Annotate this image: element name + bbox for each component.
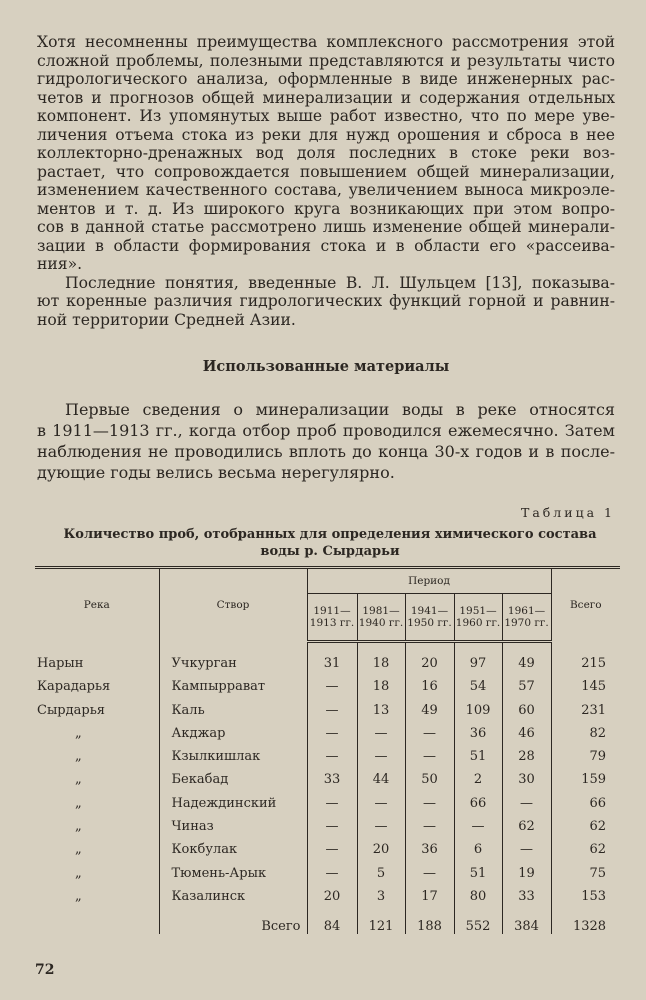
value-cell: 33	[502, 881, 551, 904]
value-cell: —	[405, 811, 454, 834]
value-cell: —	[357, 787, 405, 810]
value-cell: 57	[502, 671, 551, 694]
total-cell: 82	[551, 718, 620, 741]
header-period-4	[502, 594, 551, 642]
period-label-line: 1913 гг.	[309, 616, 355, 629]
value-cell: —	[357, 811, 405, 834]
site-cell: Надеждинский	[159, 787, 307, 810]
period-label-line: 1940 гг.	[358, 616, 404, 629]
site-cell: Каль	[159, 694, 307, 717]
river-cell: „	[75, 819, 82, 835]
value-cell: 60	[502, 694, 551, 717]
value-cell: 50	[405, 764, 454, 787]
value-cell: 33	[307, 764, 357, 787]
table-row	[35, 641, 620, 671]
text-line: зации в области формирования стока и в области его «рассеива-	[37, 236, 615, 255]
value-cell: —	[405, 741, 454, 764]
table-row	[35, 741, 620, 764]
river-cell: „	[75, 842, 82, 858]
total-cell: 62	[551, 811, 620, 834]
value-cell: —	[357, 741, 405, 764]
period-label-line: 1970 гг.	[504, 616, 549, 629]
samples-table	[35, 566, 620, 934]
value-cell: 30	[502, 764, 551, 787]
site-cell: Чиназ	[159, 811, 307, 834]
header-period: Период	[307, 568, 551, 594]
total-cell: 231	[551, 694, 620, 717]
table-row	[35, 787, 620, 810]
table-number: Таблица 1	[520, 505, 615, 520]
section-heading: Использованные материалы	[202, 358, 450, 375]
period-label-line: 1961—	[507, 604, 546, 617]
value-cell: 51	[454, 857, 502, 880]
totals-value: 552	[454, 904, 502, 934]
site-cell: Кампыррават	[159, 671, 307, 694]
site-cell: Бекабад	[159, 764, 307, 787]
value-cell: —	[307, 671, 357, 694]
value-cell: —	[307, 834, 357, 857]
site-cell: Казалинск	[159, 881, 307, 904]
header-period-3	[454, 594, 502, 642]
site-cell: Кокбулак	[159, 834, 307, 857]
table-title-line: воды р. Сырдарьи	[260, 543, 400, 559]
site-cell: Учкурган	[159, 641, 307, 671]
paragraph-3	[37, 399, 615, 483]
header-period-0	[307, 594, 357, 642]
header-period-1	[357, 594, 405, 642]
text-line: Первые сведения о минерализации воды в реке относятся	[65, 400, 615, 419]
value-cell: 31	[307, 641, 357, 671]
text-line: растает, что сопровождается повышением общей минерализации,	[37, 162, 615, 181]
total-cell: 75	[551, 857, 620, 880]
page-number: 72	[35, 962, 55, 978]
river-cell: Карадарья	[37, 679, 111, 695]
value-cell: 18	[357, 671, 405, 694]
text-line: компонент. Из упомянутых выше работ известно, что по мере уве-	[37, 107, 615, 125]
grand-total: 1328	[551, 904, 620, 934]
header-total: Всего	[551, 568, 620, 642]
river-cell: „	[75, 795, 82, 811]
value-cell: 19	[502, 857, 551, 880]
total-cell: 62	[551, 834, 620, 857]
value-cell: 36	[454, 718, 502, 741]
value-cell: 36	[405, 834, 454, 857]
table-row	[35, 671, 620, 694]
value-cell: 54	[454, 671, 502, 694]
value-cell: —	[307, 811, 357, 834]
text-line: сложной проблемы, полезными представляются и результаты чисто	[37, 51, 615, 70]
table-row	[35, 881, 620, 904]
value-cell: —	[405, 718, 454, 741]
value-cell: 6	[454, 834, 502, 857]
totals-value: 84	[307, 904, 357, 934]
text-line: четов и прогнозов общей минерализации и содержания отдельных	[37, 88, 615, 107]
total-cell: 79	[551, 741, 620, 764]
river-cell: „	[75, 865, 82, 881]
river-cell: Сырдарья	[37, 702, 105, 718]
value-cell: 17	[405, 881, 454, 904]
totals-value: 121	[357, 904, 405, 934]
value-cell: —	[307, 718, 357, 741]
value-cell: 3	[357, 881, 405, 904]
text-line: гидрологического анализа, оформленные в виде инженерных рас-	[37, 70, 615, 88]
value-cell: —	[502, 787, 551, 810]
period-label-line: 1951—	[459, 604, 497, 617]
river-cell: „	[75, 725, 82, 741]
value-cell: —	[357, 718, 405, 741]
table-row	[35, 811, 620, 834]
header-period-2	[405, 594, 454, 642]
table-row	[35, 694, 620, 717]
value-cell: —	[307, 741, 357, 764]
text-line: дующие годы велись весьма нерегулярно.	[37, 463, 395, 482]
header-site: Створ	[159, 568, 307, 642]
site-cell: Тюмень-Арык	[159, 857, 307, 880]
total-cell: 145	[551, 671, 620, 694]
text-line: ной территории Средней Азии.	[37, 310, 296, 329]
value-cell: —	[405, 857, 454, 880]
text-line: личения отъема стока из реки для нужд орошения и сброса в нее	[37, 125, 615, 144]
value-cell: 20	[357, 834, 405, 857]
totals-value: 384	[502, 904, 551, 934]
period-label-line: 1981—	[362, 604, 400, 617]
table-row	[35, 857, 620, 880]
header-river: Река	[83, 599, 110, 611]
site-cell: Кзылкишлак	[159, 741, 307, 764]
value-cell: 49	[405, 694, 454, 717]
value-cell: 97	[454, 641, 502, 671]
value-cell: 62	[502, 811, 551, 834]
value-cell: —	[307, 787, 357, 810]
table-title	[37, 527, 623, 560]
text-line: ют коренные различия гидрологических функций горной и равнин-	[37, 292, 615, 310]
value-cell: 80	[454, 881, 502, 904]
text-line: ния».	[37, 255, 83, 273]
value-cell: 28	[502, 741, 551, 764]
text-line: наблюдения не проводились вплоть до конца 30-х годов и в после-	[37, 442, 615, 461]
value-cell: 20	[307, 881, 357, 904]
totals-row	[35, 904, 620, 934]
text-line: ментов и т. д. Из широкого круга возникающих при этом вопро-	[37, 199, 615, 218]
river-cell: „	[75, 888, 82, 904]
period-label-line: 1950 гг.	[407, 616, 452, 629]
table-row	[35, 834, 620, 857]
table-row	[35, 764, 620, 787]
totals-label: Всего	[159, 904, 307, 934]
table-row	[35, 718, 620, 741]
text-line: сов в данной статье рассмотрено лишь изменение общей минерали-	[37, 218, 615, 236]
empty-cell	[35, 904, 159, 934]
value-cell: 44	[357, 764, 405, 787]
total-cell: 66	[551, 787, 620, 810]
text-line: изменением качественного состава, увеличением выноса микроэле-	[37, 181, 615, 199]
value-cell: 46	[502, 718, 551, 741]
total-cell: 153	[551, 881, 620, 904]
table-title-line: Количество проб, отобранных для определения химического состава	[63, 527, 597, 542]
river-cell: Нарын	[37, 656, 84, 671]
value-cell: —	[454, 811, 502, 834]
value-cell: 49	[502, 641, 551, 671]
value-cell: —	[405, 787, 454, 810]
value-cell: 2	[454, 764, 502, 787]
period-label-line: 1941—	[410, 604, 449, 617]
text-line: коллекторно-дренажных вод доля последних в стоке реки воз-	[37, 144, 615, 162]
value-cell: —	[307, 694, 357, 717]
value-cell: —	[502, 834, 551, 857]
value-cell: 5	[357, 857, 405, 880]
value-cell: 13	[357, 694, 405, 717]
text-line: в 1911—1913 гг., когда отбор проб проводился ежемесячно. Затем	[37, 421, 615, 440]
site-cell: Акджар	[159, 718, 307, 741]
period-label-line: 1960 гг.	[455, 616, 501, 629]
value-cell: 109	[454, 694, 502, 717]
value-cell: 18	[357, 641, 405, 671]
total-cell: 159	[551, 764, 620, 787]
period-label-line: 1911—	[313, 604, 351, 617]
text-line: Хотя несомненны преимущества комплексного рассмотрения этой	[37, 33, 615, 51]
value-cell: 16	[405, 671, 454, 694]
value-cell: —	[307, 857, 357, 880]
value-cell: 20	[405, 641, 454, 671]
totals-value: 188	[405, 904, 454, 934]
river-cell: „	[75, 749, 82, 765]
total-cell: 215	[551, 641, 620, 671]
paragraph-1	[37, 33, 615, 329]
value-cell: 66	[454, 787, 502, 810]
text-line: Последние понятия, введенные В. Л. Шульцем [13], показыва-	[65, 273, 615, 292]
value-cell: 51	[454, 741, 502, 764]
river-cell: „	[75, 772, 82, 788]
